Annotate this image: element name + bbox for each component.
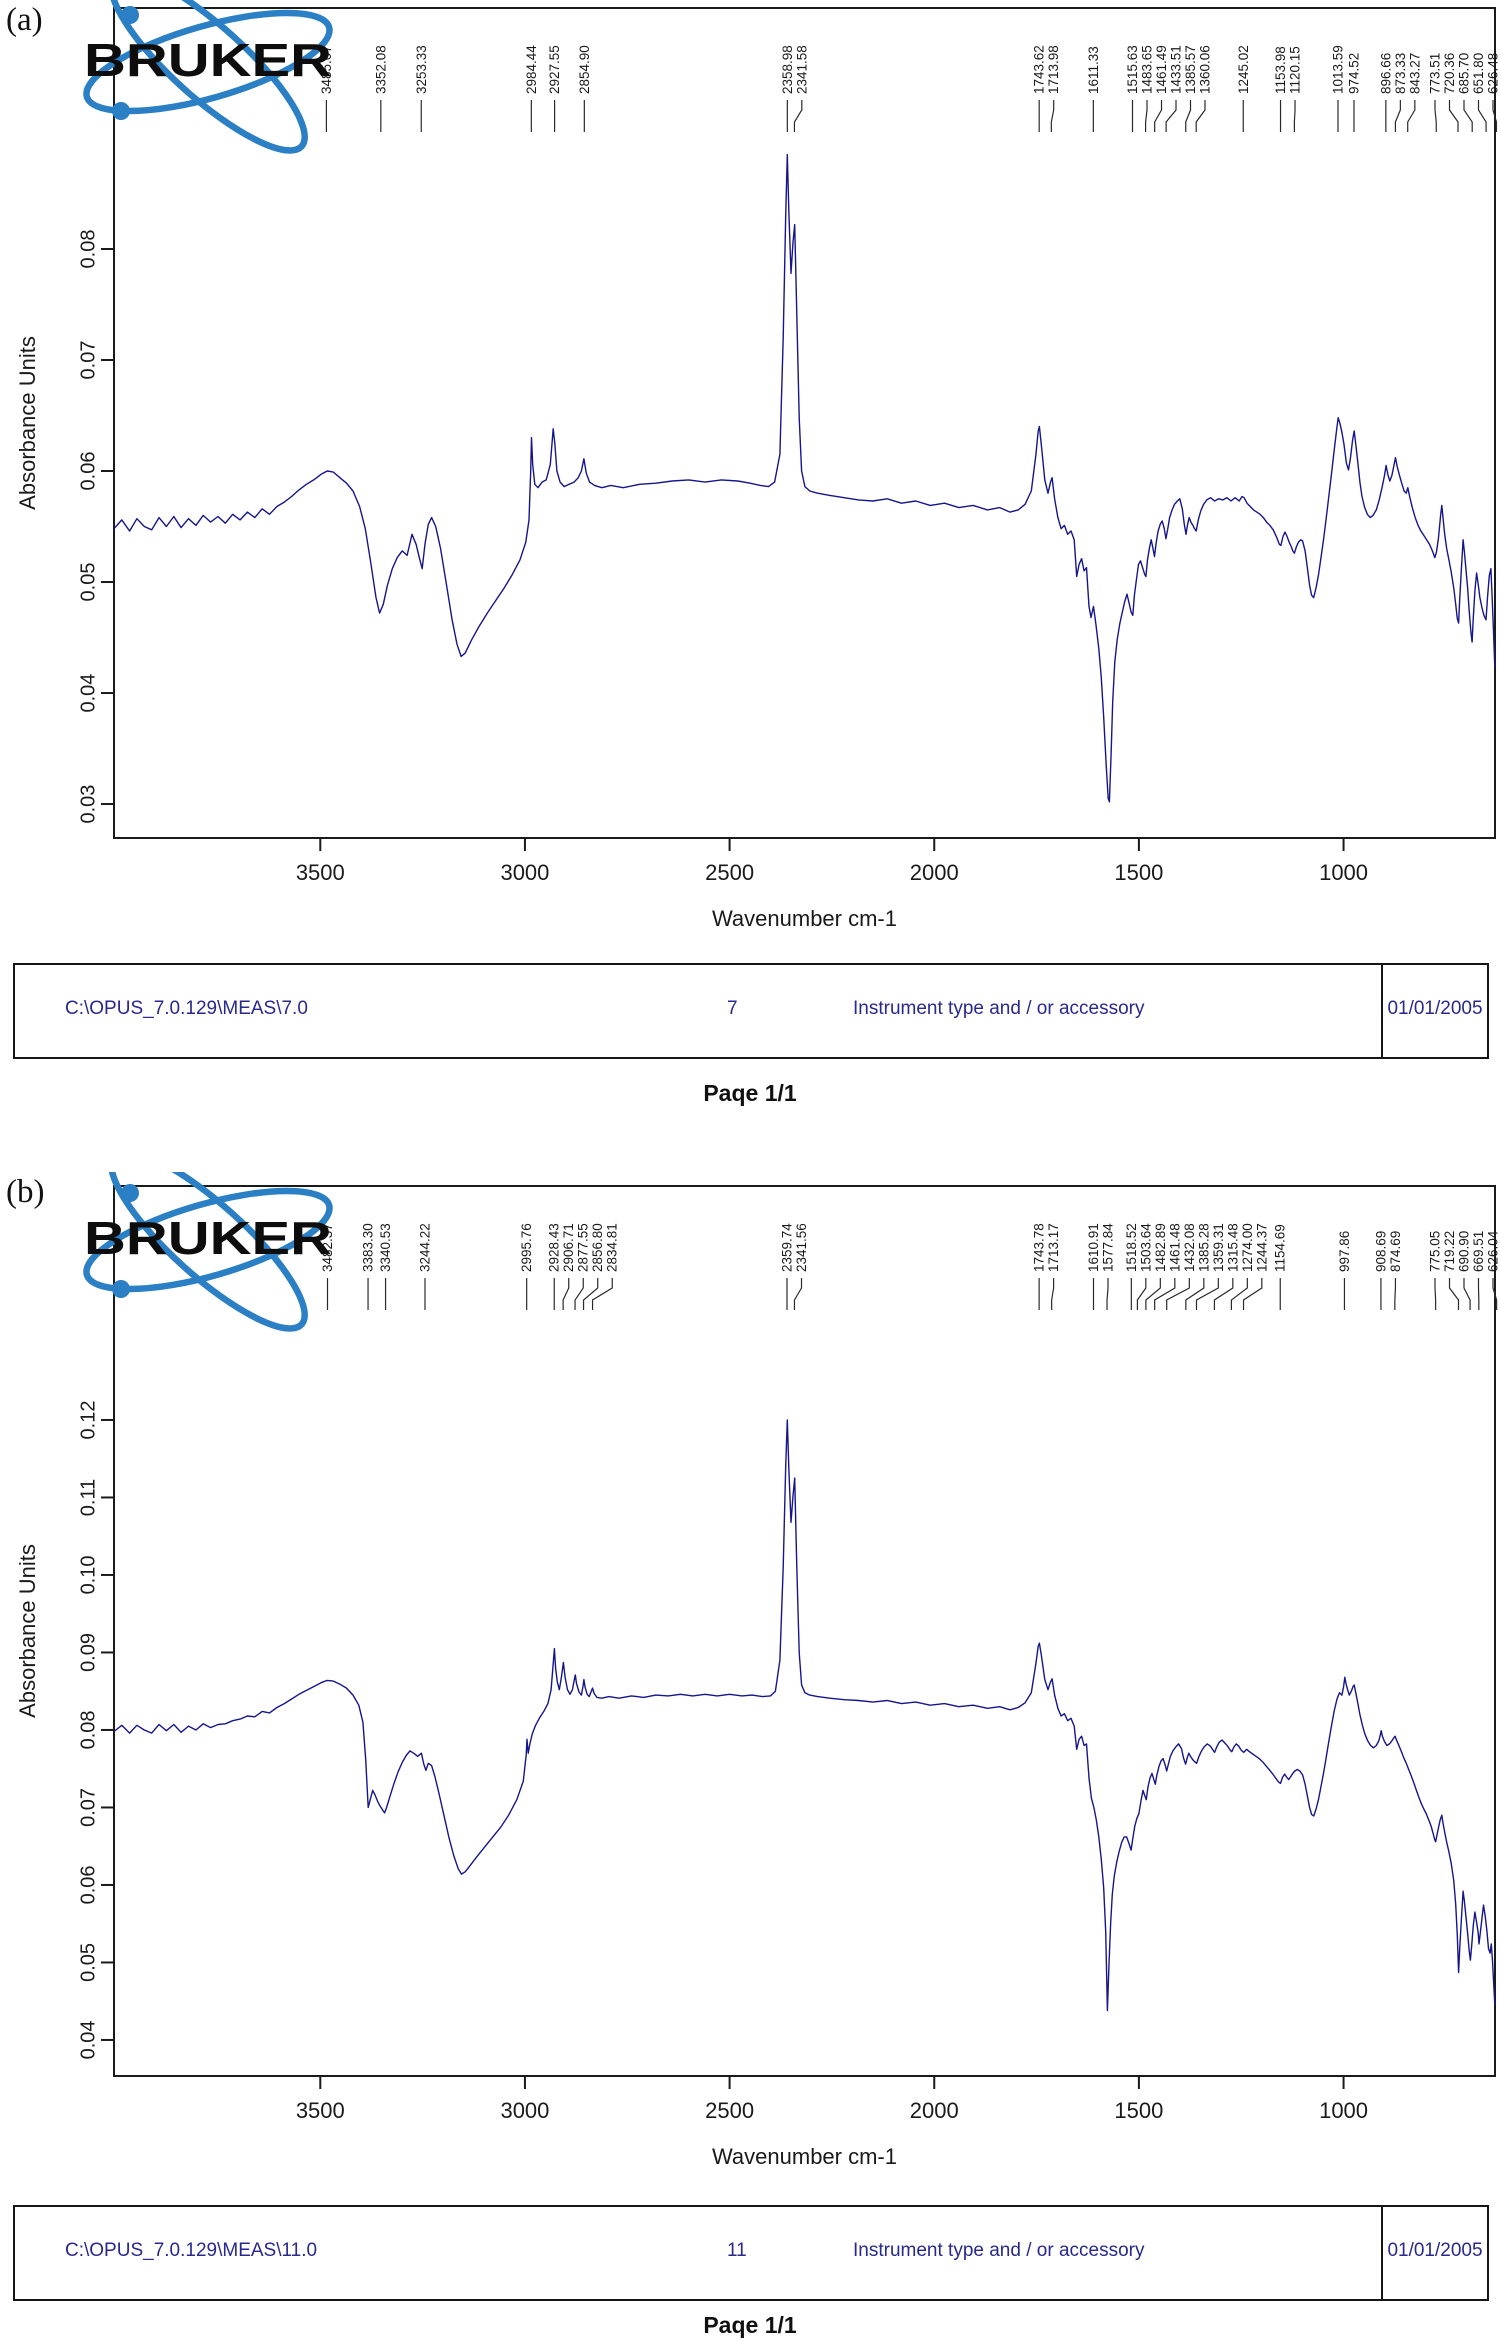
peak-leader-line — [1408, 100, 1415, 132]
peak-label: 1577.84 — [1100, 1223, 1116, 1272]
page-number-b: Paqe 1/1 — [703, 2312, 797, 2338]
peak-leader-line — [1146, 100, 1147, 132]
x-tick-label: 3000 — [500, 860, 550, 885]
peak-leader-line — [1244, 1278, 1262, 1310]
x-tick-label: 1000 — [1319, 2098, 1369, 2123]
peak-leader-line — [1395, 100, 1400, 132]
peak-leader-line — [1146, 1278, 1160, 1310]
peak-leader-line — [1196, 100, 1205, 132]
divider — [1381, 965, 1383, 1057]
peak-label: 1461.49 — [1154, 45, 1170, 94]
peak-label: 1245.02 — [1235, 45, 1251, 94]
x-axis — [296, 2076, 1368, 2169]
experiment-description: Instrument type and / or accessory — [853, 998, 1145, 1019]
x-tick-label: 1000 — [1319, 860, 1369, 885]
peak-label: 1482.89 — [1152, 1223, 1168, 1272]
y-tick-label: 0.08 — [77, 1710, 100, 1750]
peak-leader-line — [1052, 1278, 1054, 1310]
y-tick-label: 0.12 — [77, 1400, 100, 1440]
peak-label: 1274.00 — [1239, 1223, 1255, 1272]
peak-label: 1518.52 — [1123, 1223, 1139, 1272]
y-tick-label: 0.09 — [77, 1632, 100, 1672]
y-tick-label: 0.10 — [77, 1555, 100, 1595]
peak-label: 1713.17 — [1046, 1223, 1062, 1272]
peak-label: 2984.44 — [523, 45, 539, 94]
peak-leader-line — [1479, 100, 1487, 132]
x-tick-label: 2500 — [705, 860, 755, 885]
file-path: C:\OPUS_7.0.129\MEAS\11.0 — [65, 2240, 318, 2261]
peak-label: 669.51 — [1471, 1230, 1486, 1272]
peak-leader-line — [1435, 1278, 1436, 1310]
peak-label: 1315.48 — [1225, 1223, 1241, 1272]
peak-leader-line — [1464, 100, 1472, 132]
peak-label: 720.36 — [1442, 52, 1457, 94]
measurement-date: 01/01/2005 — [1387, 2240, 1483, 2261]
y-tick-label: 0.04 — [77, 2020, 100, 2060]
x-tick-label: 2000 — [909, 860, 959, 885]
peak-leader-line — [1137, 1278, 1145, 1310]
peak-label: 1385.28 — [1196, 1223, 1212, 1272]
x-tick-label: 1500 — [1114, 860, 1164, 885]
y-tick-label: 0.06 — [77, 1865, 100, 1905]
peak-label: 626.48 — [1485, 52, 1500, 94]
peak-leader-line — [1051, 100, 1053, 132]
peak-label: 1154.69 — [1272, 1224, 1288, 1272]
logo-dot-icon — [112, 102, 130, 120]
peak-leader-line — [1186, 100, 1191, 132]
peak-label: 1359.31 — [1210, 1223, 1226, 1272]
spectrum-chart-b — [0, 1172, 1500, 2177]
peak-leader-line — [1196, 1278, 1218, 1310]
page-number-a: Paqe 1/1 — [703, 1080, 797, 1106]
peak-label: 1461.48 — [1167, 1223, 1183, 1272]
y-tick-label: 0.07 — [77, 1787, 100, 1827]
bruker-logo — [77, 0, 339, 173]
logo-dot-icon — [121, 6, 139, 24]
logo-dot-icon — [121, 1184, 139, 1202]
peak-leader-line — [1435, 100, 1436, 132]
peak-label: 1743.78 — [1031, 1223, 1047, 1272]
peak-label: 1515.63 — [1125, 45, 1141, 94]
peak-label: 1432.08 — [1181, 1223, 1197, 1272]
x-tick-label: 3500 — [295, 860, 345, 885]
peak-label: 2877.55 — [575, 1223, 591, 1272]
spectrum-chart-a — [0, 0, 1500, 940]
file-path: C:\OPUS_7.0.129\MEAS\7.0 — [65, 998, 308, 1019]
spectrum-curve — [114, 155, 1495, 802]
peak-label: 3482.37 — [320, 1223, 336, 1272]
peak-label: 1153.98 — [1273, 46, 1289, 94]
y-tick-label: 0.03 — [77, 784, 100, 824]
peak-label: 874.69 — [1387, 1230, 1403, 1272]
x-tick-label: 3000 — [500, 2098, 550, 2123]
peak-leader-line — [1464, 1278, 1470, 1310]
peak-leader-line — [1155, 1278, 1175, 1310]
x-tick-label: 3500 — [295, 2098, 345, 2123]
y-tick-label: 0.08 — [77, 229, 100, 269]
x-tick-label: 1500 — [1114, 2098, 1164, 2123]
peak-label: 3253.33 — [413, 45, 429, 94]
x-axis — [296, 838, 1368, 931]
peak-leader-line — [563, 1278, 569, 1310]
peak-label: 1360.06 — [1197, 45, 1213, 94]
peak-leader-line — [1107, 1278, 1108, 1310]
bruker-logo — [77, 1172, 339, 1351]
peak-leader-line — [1450, 1278, 1459, 1310]
info-bar-b — [13, 2205, 1489, 2301]
peak-label: 1610.91 — [1086, 1223, 1102, 1272]
peak-label: 908.69 — [1373, 1230, 1389, 1272]
plot-frame — [114, 8, 1495, 838]
peak-leader-line — [794, 100, 801, 132]
panel-a-tag: (a) — [6, 2, 43, 38]
peak-label: 3485.07 — [318, 45, 334, 94]
peak-label: 974.52 — [1346, 52, 1362, 94]
peak-leader-line — [1450, 100, 1459, 132]
y-axis-title: Absorbance Units — [15, 1544, 40, 1718]
peak-label: 626.04 — [1485, 1230, 1500, 1272]
peak-label: 2359.74 — [779, 1223, 795, 1272]
peak-label: 896.66 — [1378, 52, 1394, 94]
peak-labels — [319, 45, 1500, 132]
peak-label: 1244.37 — [1254, 1223, 1270, 1272]
peak-label: 1743.62 — [1031, 45, 1047, 94]
x-tick-label: 2500 — [705, 2098, 755, 2123]
peak-label: 2928.43 — [546, 1223, 562, 1272]
y-tick-label: 0.11 — [77, 1478, 100, 1517]
y-axis — [15, 1401, 114, 2060]
sample-number: 11 — [727, 2240, 747, 2261]
peak-label: 651.80 — [1471, 52, 1486, 94]
divider — [1381, 2207, 1383, 2299]
y-axis — [15, 230, 114, 824]
peak-leader-line — [1395, 1278, 1396, 1310]
info-bar-a — [13, 963, 1489, 1059]
plot-frame — [114, 1186, 1495, 2076]
peak-label: 1611.33 — [1085, 46, 1101, 94]
peak-leader-line — [1214, 1278, 1232, 1310]
peak-label: 690.90 — [1456, 1230, 1472, 1272]
peak-leader-line — [584, 1278, 598, 1310]
peak-label: 2358.98 — [779, 45, 795, 94]
peak-label: 843.27 — [1407, 52, 1423, 94]
peak-label: 1120.15 — [1287, 46, 1303, 94]
peak-label: 873.33 — [1392, 52, 1408, 94]
peak-label: 2854.90 — [576, 45, 592, 94]
peak-label: 3340.53 — [378, 1223, 394, 1272]
y-axis-title: Absorbance Units — [15, 336, 40, 510]
peak-label: 1483.65 — [1139, 45, 1155, 94]
peak-labels — [320, 1223, 1500, 1310]
y-tick-label: 0.04 — [77, 673, 100, 713]
peak-label: 1013.59 — [1330, 45, 1346, 94]
peak-label: 2906.71 — [561, 1223, 577, 1272]
peak-label: 997.86 — [1336, 1230, 1352, 1272]
peak-leader-line — [1231, 1278, 1247, 1310]
x-axis-title: Wavenumber cm-1 — [711, 906, 898, 931]
peak-label: 2341.58 — [794, 45, 810, 94]
peak-leader-line — [1186, 1278, 1204, 1310]
peak-leader-line — [1294, 100, 1295, 132]
spectrum-curve — [114, 1420, 1495, 2011]
peak-label: 1503.64 — [1138, 1223, 1154, 1272]
panel-b — [0, 1172, 1500, 2341]
peak-label: 1385.57 — [1183, 45, 1199, 94]
experiment-description: Instrument type and / or accessory — [853, 2240, 1145, 2261]
peak-label: 773.51 — [1427, 52, 1443, 94]
peak-label: 3383.30 — [360, 1223, 376, 1272]
peak-label: 2995.76 — [519, 1223, 535, 1272]
y-tick-label: 0.06 — [77, 451, 100, 491]
y-tick-label: 0.05 — [77, 562, 100, 602]
logo-wordmark: BRUKER — [84, 1212, 332, 1264]
peak-label: 2341.56 — [794, 1223, 810, 1272]
peak-label: 685.70 — [1456, 52, 1472, 94]
measurement-date: 01/01/2005 — [1387, 998, 1483, 1019]
peak-leader-line — [1166, 100, 1176, 132]
peak-label: 2834.81 — [604, 1223, 620, 1272]
peak-leader-line — [593, 1278, 613, 1310]
logo-wordmark: BRUKER — [84, 34, 332, 86]
peak-label: 775.05 — [1427, 1230, 1443, 1272]
y-tick-label: 0.07 — [77, 340, 100, 380]
y-tick-label: 0.05 — [77, 1942, 100, 1982]
peak-leader-line — [794, 1278, 801, 1310]
logo-dot-icon — [112, 1280, 130, 1298]
panel-b-tag: (b) — [6, 1174, 45, 1210]
peak-label: 1713.98 — [1046, 45, 1062, 94]
peak-label: 719.22 — [1442, 1230, 1457, 1272]
sample-number: 7 — [727, 998, 738, 1019]
peak-leader-line — [1155, 100, 1162, 132]
peak-leader-line — [575, 1278, 583, 1310]
x-axis-title: Wavenumber cm-1 — [711, 2144, 898, 2169]
peak-label: 1433.51 — [1168, 45, 1184, 94]
peak-label: 2856.80 — [590, 1223, 606, 1272]
peak-label: 3352.08 — [373, 45, 389, 94]
x-tick-label: 2000 — [909, 2098, 959, 2123]
peak-label: 2927.55 — [547, 45, 563, 94]
peak-label: 3244.22 — [417, 1223, 433, 1272]
